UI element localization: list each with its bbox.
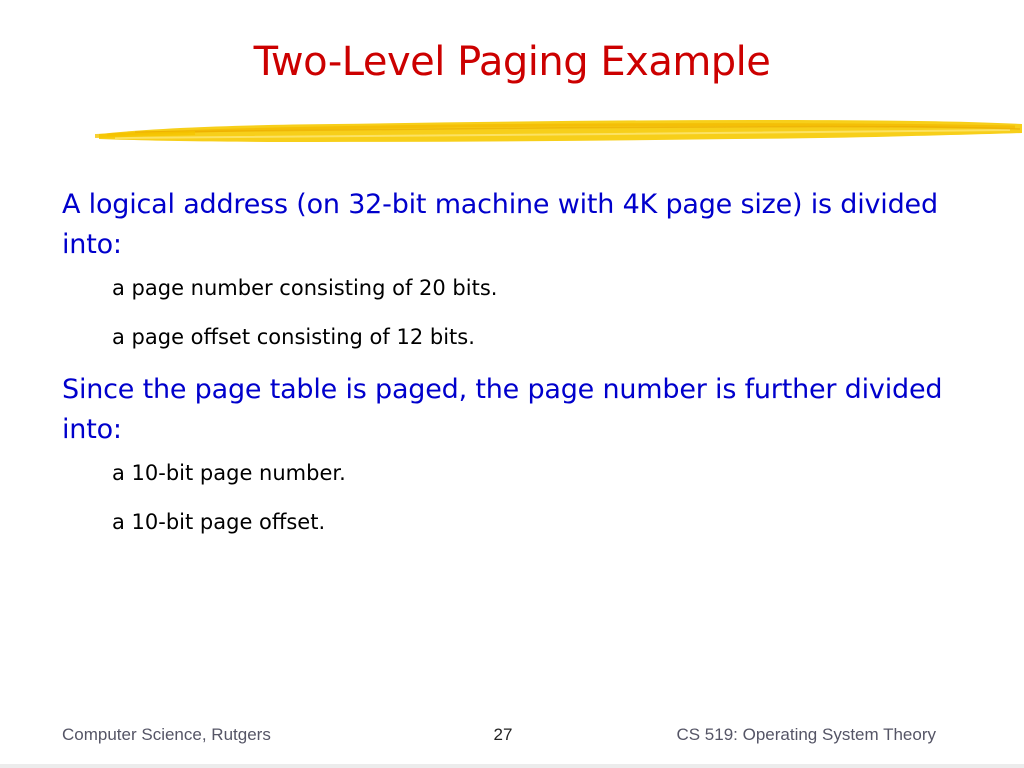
- sub-bullet-page-number-bits: a page number consisting of 20 bits.: [112, 276, 498, 300]
- bottom-rule: [0, 764, 1024, 768]
- slide-body: [62, 185, 982, 557]
- footer-left: Computer Science, Rutgers: [62, 725, 271, 744]
- footer-right: CS 519: Operating System Theory: [676, 725, 936, 744]
- slide-title: Two-Level Paging Example: [253, 39, 771, 85]
- sub-bullet-10bit-page-number: a 10-bit page number.: [112, 461, 346, 485]
- title-underline-brush: [95, 112, 1024, 152]
- bullet-logical-address: A logical address (on 32-bit machine with 4K page size) is divided into:: [62, 189, 938, 260]
- bullet-page-table-paged: Since the page table is paged, the page number is further divided into:: [62, 374, 943, 445]
- page-number: 27: [493, 725, 513, 744]
- sub-bullet-10bit-page-offset: a 10-bit page offset.: [112, 510, 326, 534]
- sub-bullet-page-offset-bits: a page offset consisting of 12 bits.: [112, 325, 475, 349]
